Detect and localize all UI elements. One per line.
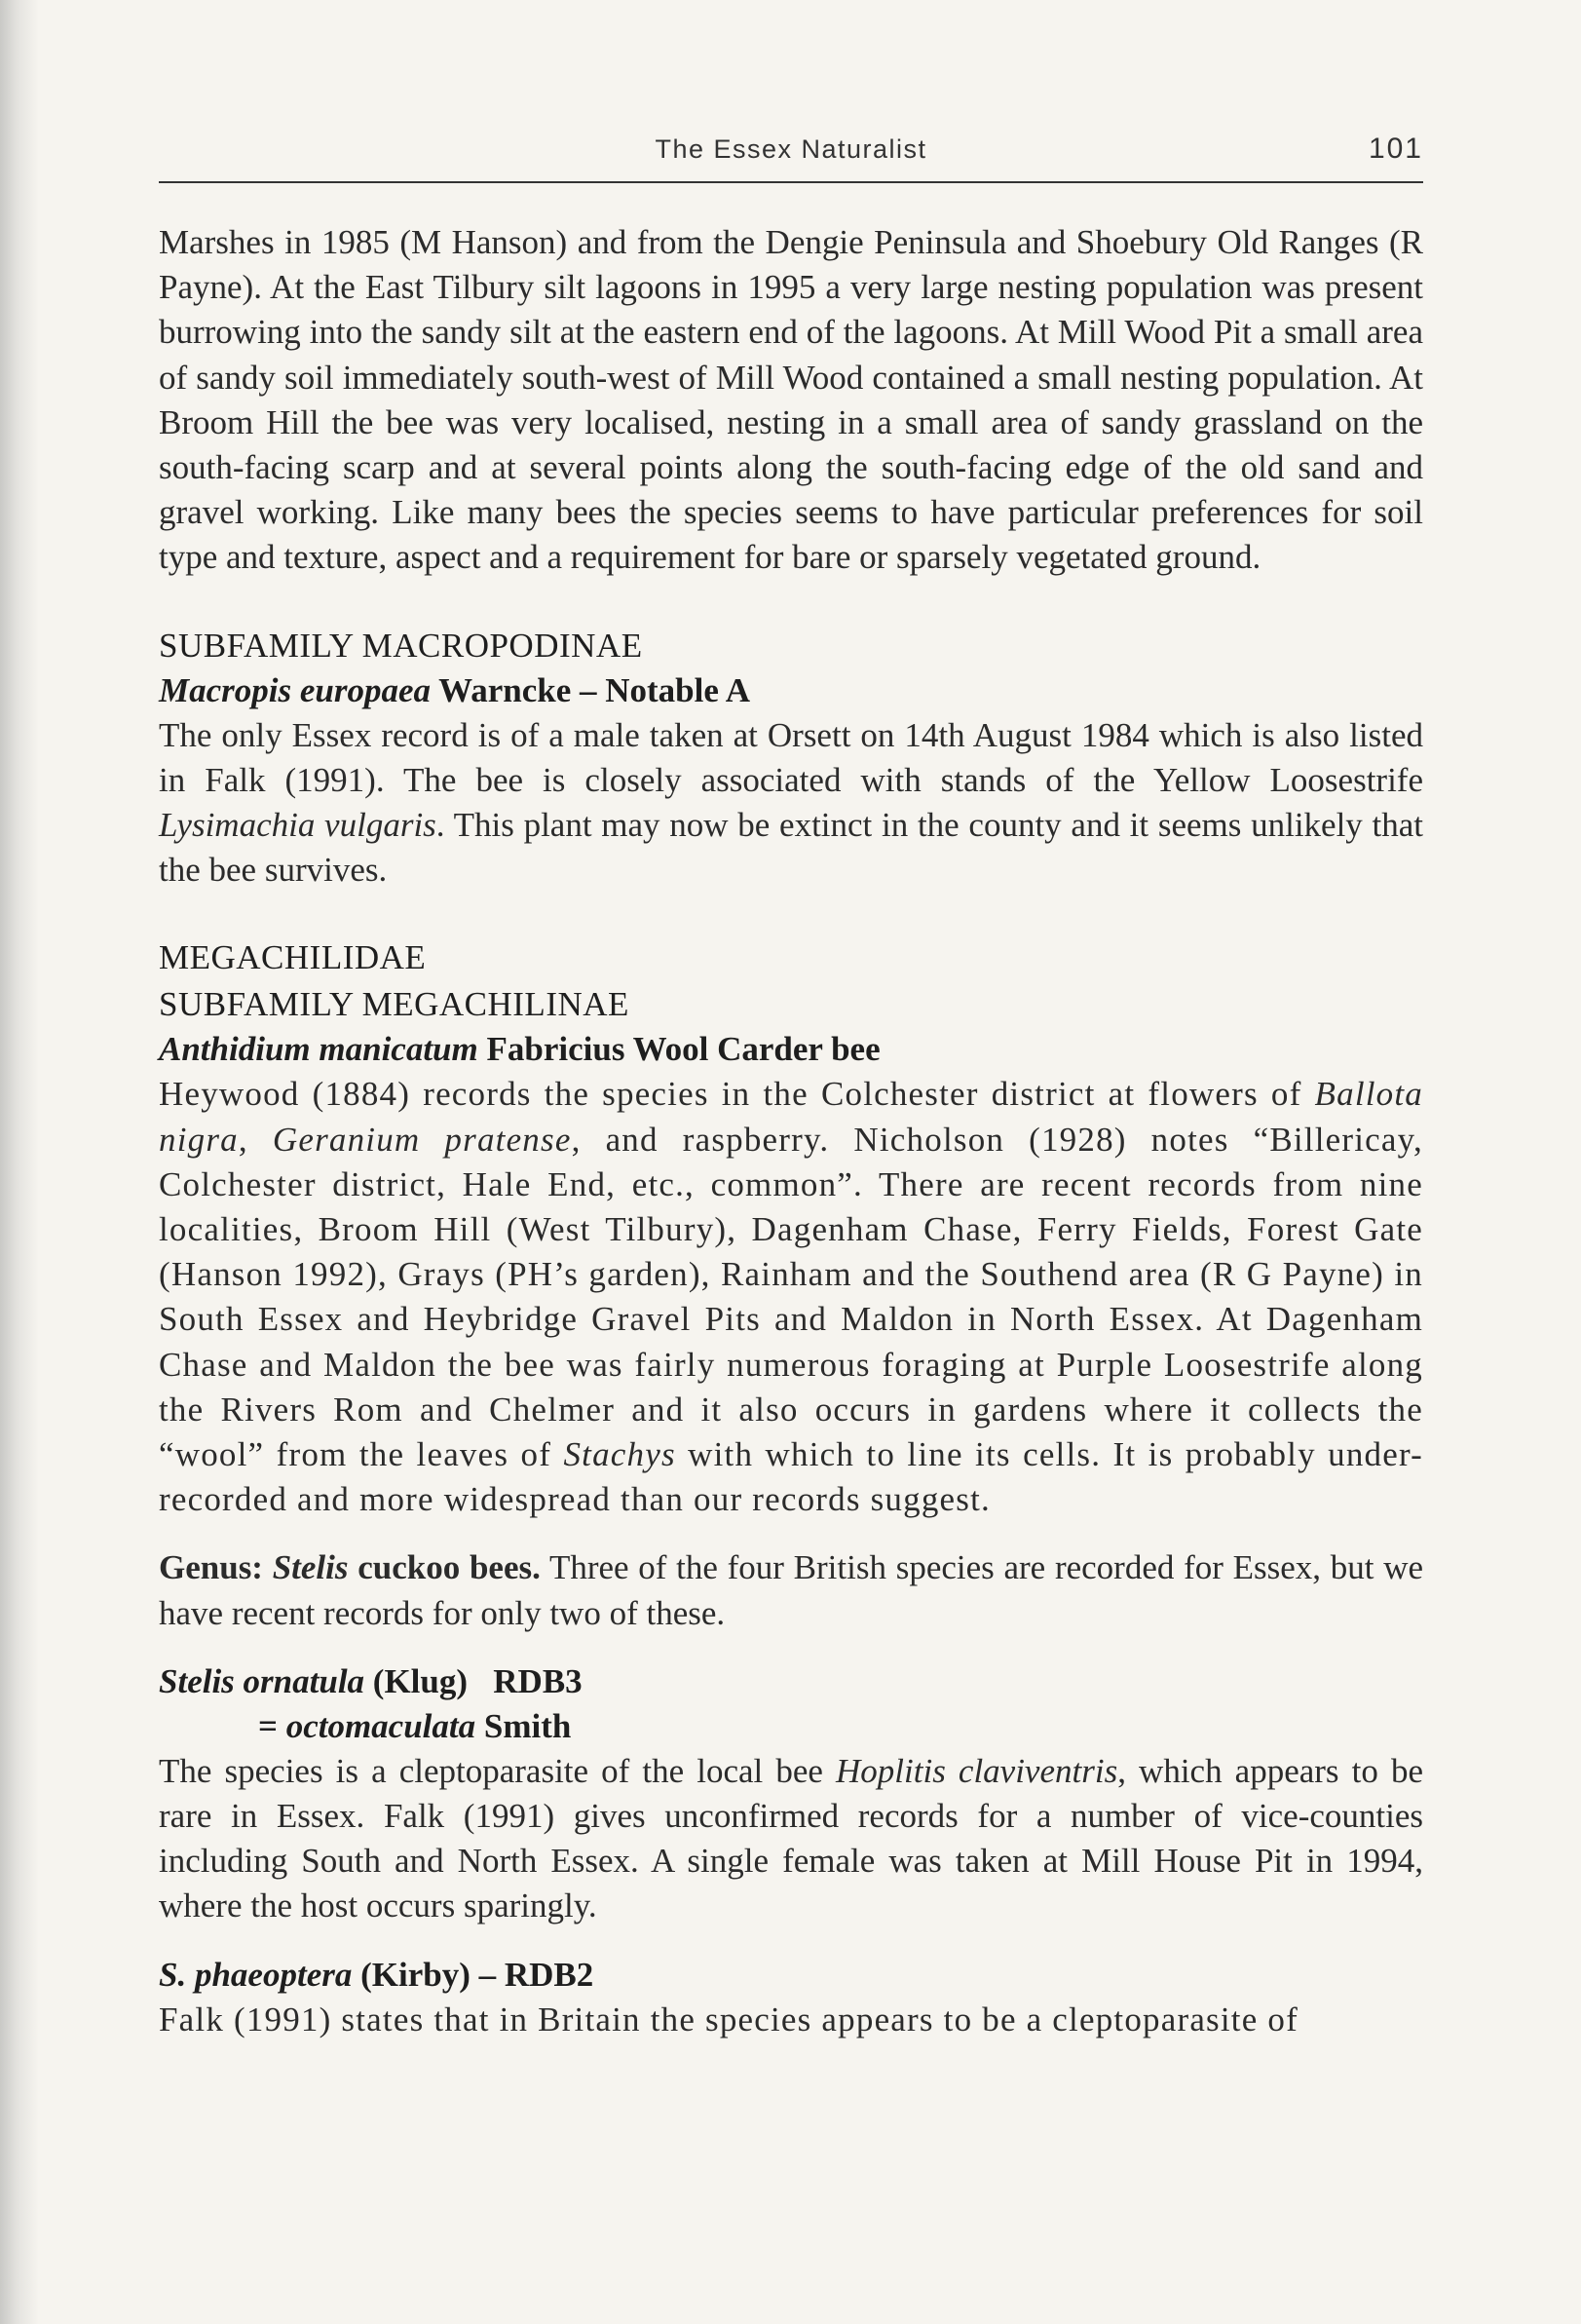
text-run: . This plant may now be extinct in the county and it seems unlikely that the bee survives. — [159, 806, 1424, 890]
synonym-name: octomaculata — [285, 1706, 476, 1745]
text-run: Three of the four British species are recorded for Essex, but we have recent records for only two of these. — [159, 1548, 1424, 1632]
text-run: Heywood (1884) records the species in the Colchester district at flowers of — [159, 1075, 1315, 1114]
genus-name: Stelis — [272, 1548, 349, 1587]
genus-label: Genus: — [159, 1548, 273, 1587]
species-name-italic: Lysimachia vulgaris — [159, 806, 436, 845]
species-name-italic: Geranium pratense — [272, 1120, 572, 1159]
text-run: The only Essex record is of a male taken at Orsett on 14th August 1984 which is also listed in Falk (1991). The bee is closely associated with stands of the Yellow Loosestrife — [159, 715, 1423, 799]
species-authority: Fabricius Wool Carder bee — [477, 1030, 881, 1069]
genus-common-name: cuckoo bees. — [348, 1548, 541, 1587]
species-authority: (Klug) RDB3 — [364, 1661, 583, 1700]
paragraph-4 — [159, 1545, 1423, 1635]
species-name-italic: Hoplitis claviventris — [836, 1751, 1118, 1790]
synonym-authority: Smith — [475, 1706, 572, 1745]
species-authority: Warncke – Notable A — [431, 670, 751, 709]
species-name: Anthidium manicatum — [159, 1030, 478, 1069]
text-run: , and raspberry. Nicholson (1928) notes “Billericay, Colchester district, Hale End, etc., common”. There are recent records from nine localities, Broom Hill (West Tilbury), Dagenham Chase, Ferry Fields, Forest Gate (Hanson 1992), Grays (PH’s garden), Rainham and the Southend area (R G Payne) in South Essex and Heybridge Gravel Pits and Maldon in North Essex. At Dagenham Chase and Maldon the bee was fairly numerous foraging at Purple Loosestrife along the Rivers Rom and Chelmer and it also occurs in gardens where it collects the “wool” from the leaves of — [159, 1120, 1424, 1474]
species-name: S. phaeoptera — [159, 1955, 353, 1994]
paragraph-3 — [159, 1072, 1423, 1522]
species-heading-macropis — [159, 668, 1423, 713]
page-header — [159, 131, 1423, 183]
species-name: Macropis europaea — [159, 670, 432, 709]
paragraph-6: Falk (1991) states that in Britain the species appears to be a cleptoparasite of — [159, 2000, 1299, 2038]
species-name: Stelis ornatula — [159, 1661, 365, 1700]
paragraph-2 — [159, 713, 1423, 894]
text-run: , which appears to be rare in Essex. Falk (1991) gives unconfirmed records for a number of vice-counties including South and North Essex. A single female was taken at Mill House Pit in 1994, where the host occurs sparingly. — [159, 1751, 1423, 1925]
heading-subfamily-megachilinae: SUBFAMILY MEGACHILINAE — [159, 985, 629, 1024]
running-title: The Essex Naturalist — [655, 134, 927, 164]
heading-subfamily-macropodinae: SUBFAMILY MACROPODINAE — [159, 626, 643, 665]
species-heading-anthidium — [159, 1027, 1423, 1072]
heading-megachilidae: MEGACHILIDAE — [159, 938, 427, 977]
text-run: with which to line its cells. It is probably under-recorded and more widespread than our records suggest. — [159, 1435, 1423, 1519]
paragraph-5 — [159, 1749, 1423, 1929]
text-run: = — [258, 1706, 286, 1745]
page-body — [159, 220, 1423, 2042]
species-authority: (Kirby) – RDB2 — [352, 1955, 594, 1994]
text-run: The species is a cleptoparasite of the local bee — [159, 1751, 837, 1790]
species-synonym — [258, 1704, 1423, 1749]
species-heading-stelis-ornatula — [159, 1659, 1423, 1704]
species-heading-stelis-phaeoptera — [159, 1953, 1423, 1998]
page-number: 101 — [1368, 133, 1423, 165]
species-name-italic: Ballota nigra — [159, 1075, 1423, 1159]
paragraph-1: Marshes in 1985 (M Hanson) and from the Dengie Peninsula and Shoebury Old Ranges (R Payne). At the East Tilbury silt lagoons in 1995 a very large nesting population was present burrowing into the sandy silt at the eastern end of the lagoons. At Mill Wood Pit a small area of sandy soil immediately south-west of Mill Wood contained a small nesting population. At Broom Hill the bee was very localised, nesting in a small area of sandy grassland on the south-facing scarp and at several points along the south-facing edge of the old sand and gravel working. Like many bees the species seems to have particular preferences for soil type and texture, aspect and a requirement for bare or sparsely vegetated ground. — [159, 223, 1423, 577]
page-spine-shadow — [0, 0, 39, 2324]
text-run: , — [238, 1120, 273, 1159]
species-name-italic: Stachys — [563, 1435, 676, 1474]
